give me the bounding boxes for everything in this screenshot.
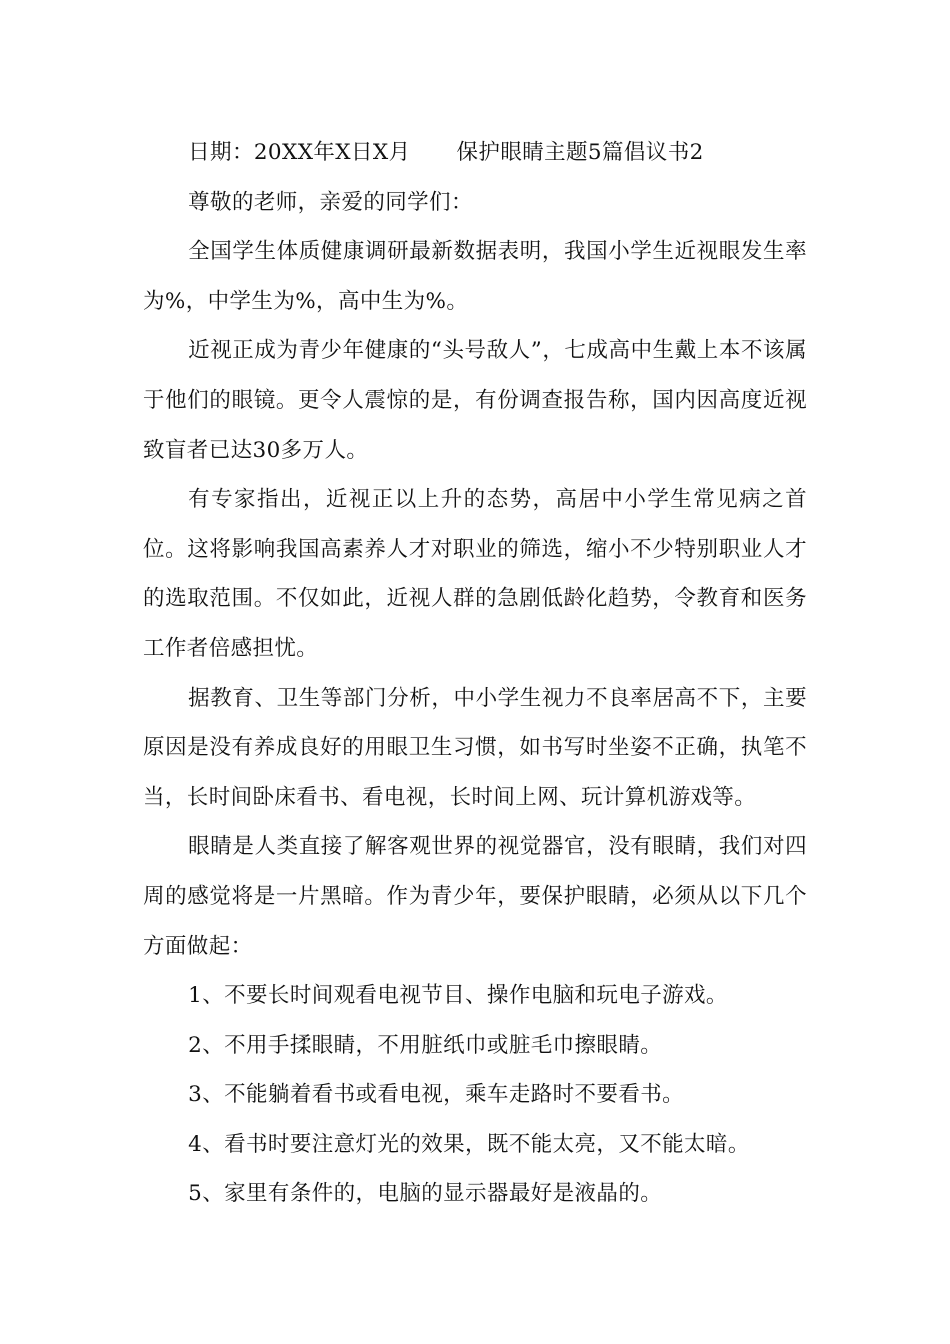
list-item: 3、不能躺着看书或看电视，乘车走路时不要看书。 bbox=[188, 1082, 685, 1108]
list-item: 4、看书时要注意灯光的效果，既不能太亮，又不能太暗。 bbox=[188, 1131, 750, 1157]
header-line bbox=[143, 128, 807, 178]
list-item: 5、家里有条件的，电脑的显示器最好是液晶的。 bbox=[188, 1181, 663, 1207]
paragraph: 眼睛是人类直接了解客观世界的视觉器官，没有眼睛，我们对四周的感觉将是一片黑暗。作为青少年，要保护眼睛，必须从以下几个方面做起： bbox=[143, 834, 807, 959]
paragraph: 有专家指出，近视正以上升的态势，高居中小学生常见病之首位。这将影响我国高素养人才对职业的筛选，缩小不少特别职业人才的选取范围。不仅如此，近视人群的急剧低龄化趋势，令教育和医务工作者倍感担忧。 bbox=[143, 487, 807, 661]
greeting: 尊敬的老师，亲爱的同学们： bbox=[188, 189, 473, 215]
paragraph: 近视正成为青少年健康的“头号敌人”，七成高中生戴上本不该属于他们的眼镜。更令人震惊的是，有份调查报告称，国内因高度近视致盲者已达30多万人。 bbox=[143, 338, 807, 463]
document-title: 保护眼睛主题5篇倡议书2 bbox=[456, 140, 704, 165]
date-line: 日期：20XX年X日X月 bbox=[188, 140, 411, 165]
document-body bbox=[143, 128, 807, 1219]
paragraph: 全国学生体质健康调研最新数据表明，我国小学生近视眼发生率为%，中学生为%，高中生为%。 bbox=[143, 239, 807, 314]
paragraph: 据教育、卫生等部门分析，中小学生视力不良率居高不下，主要原因是没有养成良好的用眼卫生习惯，如书写时坐姿不正确，执笔不当，长时间卧床看书、看电视，长时间上网、玩计算机游戏等。 bbox=[143, 685, 807, 810]
list-item: 1、不要长时间观看电视节目、操作电脑和玩电子游戏。 bbox=[188, 983, 728, 1009]
list-item: 2、不用手揉眼睛，不用脏纸巾或脏毛巾擦眼睛。 bbox=[188, 1032, 663, 1058]
